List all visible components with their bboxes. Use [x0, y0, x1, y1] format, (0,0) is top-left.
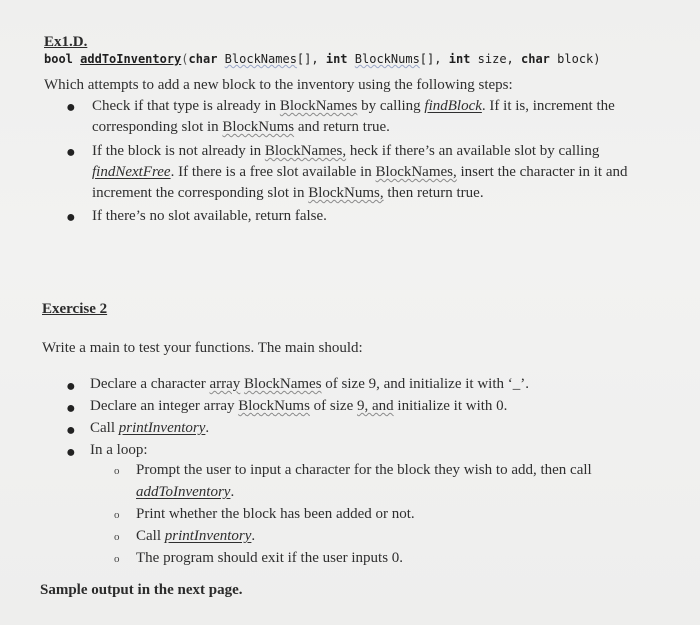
section1-intro: Which attempts to add a new block to the inventory using the following steps:	[44, 77, 513, 93]
bullet-icon: ●	[66, 144, 76, 161]
bullet-icon: ●	[66, 444, 76, 461]
bullet-icon: ●	[66, 209, 76, 226]
exercise-title: Ex1.D.	[44, 34, 88, 50]
sig-open-paren: (	[181, 52, 189, 66]
sample-output-note: Sample output in the next page.	[40, 582, 243, 598]
sub-bullet-2: Print whether the block has been added or not.	[136, 506, 415, 522]
term-array: array	[209, 376, 241, 392]
text: If the block is not already in	[92, 143, 265, 159]
text: Declare a character	[90, 376, 210, 392]
term-findnextfree: findNextFree	[92, 164, 171, 180]
sig-type-2: int	[325, 52, 348, 66]
bullet-2-line-3	[92, 185, 484, 202]
text: and return true.	[294, 119, 390, 135]
text: initialize it with 0.	[393, 398, 508, 414]
sub-bullet-icon: o	[114, 553, 120, 565]
term-blocknums: BlockNums	[238, 398, 310, 414]
text: Declare an integer array	[90, 398, 239, 414]
text: of size 9, and initialize it with ‘_’.	[321, 376, 529, 392]
ex2-bullet-3	[90, 420, 209, 437]
text: heck if there’s an available slot by calling	[346, 143, 600, 159]
text: of size	[309, 398, 357, 414]
function-signature	[44, 52, 601, 66]
sub-bullet-icon: o	[114, 509, 120, 521]
term-blocknames: BlockNames	[279, 98, 358, 114]
bullet-icon: ●	[66, 99, 76, 116]
sig-return-type: bool	[44, 52, 73, 66]
sig-type-4: char	[521, 52, 550, 66]
bullet-icon: ●	[66, 378, 76, 395]
section2-intro: Write a main to test your functions. The main should:	[42, 340, 363, 356]
sub-bullet-1-line-1: Prompt the user to input a character for the block they wish to add, then call	[136, 462, 592, 478]
text: corresponding slot in	[92, 119, 223, 135]
bullet-3-line-1	[92, 208, 327, 225]
sub-bullet-1-line-2	[136, 484, 234, 501]
term-9-and: 9, and	[357, 398, 394, 414]
sub-bullet-icon: o	[114, 531, 120, 543]
sub-bullet-icon: o	[114, 465, 120, 477]
bullet-2-line-2	[92, 164, 628, 181]
sub-bullet-3	[136, 528, 255, 545]
term-blocknames: BlockNames,	[375, 164, 457, 180]
text: by calling	[357, 98, 425, 114]
term-blocknames: BlockNames,	[264, 143, 347, 159]
sig-type-3: int	[448, 52, 471, 66]
text: Check if that type is already in	[92, 98, 280, 114]
bullet-icon: ●	[66, 400, 76, 417]
sig-param-1: BlockNames	[224, 52, 297, 66]
text: In a loop:	[90, 442, 148, 458]
ex2-bullet-1	[90, 376, 529, 393]
text: insert the character in it and	[456, 164, 628, 180]
text: Call	[136, 528, 165, 544]
text: If there’s no slot available, return false.	[92, 208, 327, 224]
text: .	[251, 528, 256, 544]
text: Call	[90, 420, 119, 436]
bullet-1-line-2	[92, 119, 390, 136]
sig-param-2: BlockNums	[354, 52, 420, 66]
sig-param-1-suffix: [],	[296, 52, 319, 66]
bullet-icon: ●	[66, 422, 76, 439]
exercise-2-heading: Exercise 2	[42, 301, 108, 317]
text: .	[205, 420, 210, 436]
bullet-2-line-1	[92, 143, 599, 160]
text: .	[230, 484, 235, 500]
text: . If it is, increment the	[481, 98, 615, 114]
bullet-1-line-1	[92, 98, 615, 115]
text: . If there is a free slot available in	[170, 164, 376, 180]
term-blocknames: BlockNames	[244, 376, 322, 392]
sig-param-3: size,	[477, 52, 514, 66]
sig-param-4: block)	[557, 52, 601, 66]
term-findblock: findBlock	[424, 98, 482, 114]
sig-param-2-suffix: [],	[419, 52, 442, 66]
sig-func-name: addToInventory	[80, 52, 182, 66]
sub-bullet-4: The program should exit if the user inputs 0.	[136, 550, 404, 566]
term-blocknums: BlockNums	[222, 119, 295, 135]
term-addtoinventory: addToInventory	[136, 484, 231, 500]
term-printinventory: printInventory	[118, 420, 206, 436]
ex2-bullet-4	[90, 442, 148, 459]
ex2-bullet-2	[90, 398, 507, 415]
text: increment the corresponding slot in	[92, 185, 309, 201]
text: then return true.	[383, 185, 484, 201]
term-blocknums: BlockNums,	[308, 185, 384, 201]
term-printinventory: printInventory	[164, 528, 252, 544]
sig-type-1: char	[188, 52, 218, 66]
